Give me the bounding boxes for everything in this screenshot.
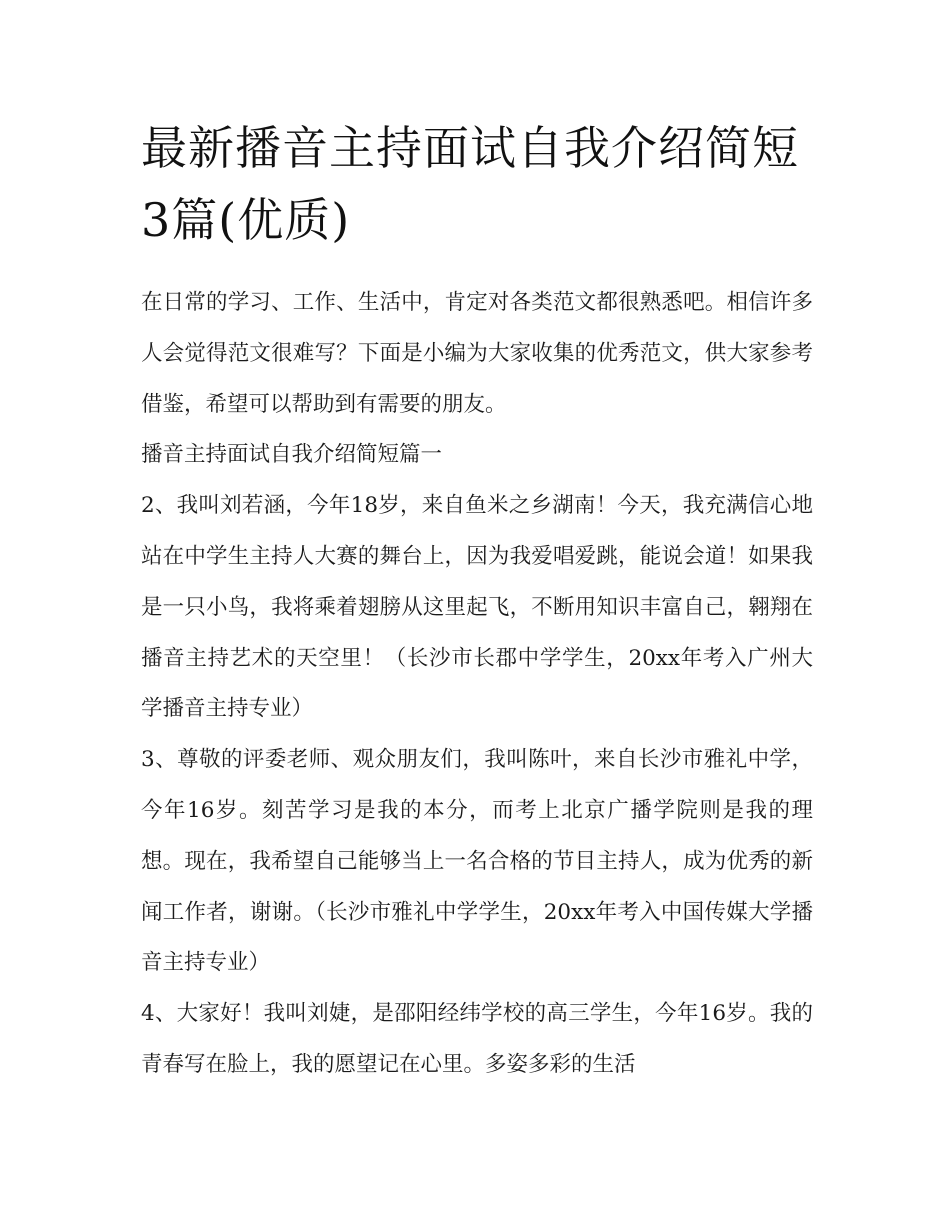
document-content [141,112,813,1091]
section-heading: 播音主持面试自我介绍简短篇一 [141,442,443,468]
paragraph-item-3: 3、尊敬的评委老师、观众朋友们，我叫陈叶，来自长沙市雅礼中学，今年16岁。刻苦学习是我的本分，而考上北京广播学院则是我的理想。现在，我希望自己能够当上一名合格的节目主持人，成为优秀的新闻工作者，谢谢。（长沙市雅礼中学学生，20xx年考入中国传媒大学播音主持专业） [141,747,813,976]
paragraph-item-2: 2、我叫刘若涵，今年18岁，来自鱼米之乡湖南！今天，我充满信心地站在中学生主持人大赛的舞台上，因为我爱唱爱跳，能说会道！如果我是一只小鸟，我将乘着翅膀从这里起飞，不断用知识丰富自己，翱翔在播音主持艺术的天空里！（长沙市长郡中学学生，20xx年考入广州大学播音主持专业） [141,493,813,722]
paragraph-item-4: 4、大家好！我叫刘婕，是邵阳经纬学校的高三学生，今年16岁。我的青春写在脸上，我的愿望记在心里。多姿多彩的生活 [141,1001,813,1077]
intro-paragraph: 在日常的学习、工作、生活中，肯定对各类范文都很熟悉吧。相信许多人会觉得范文很难写？下面是小编为大家收集的优秀范文，供大家参考借鉴，希望可以帮助到有需要的朋友。 [141,290,813,417]
document-title: 最新播音主持面试自我介绍简短3篇(优质) [141,121,799,247]
